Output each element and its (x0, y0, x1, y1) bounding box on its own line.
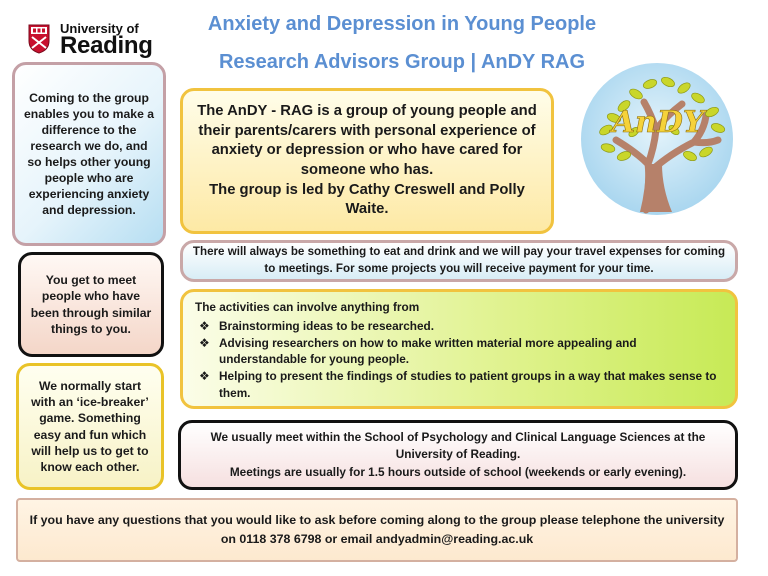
logo-line-1: University of (60, 21, 139, 36)
university-crest-icon (28, 24, 50, 54)
meeting-duration-text: Meetings are usually for 1.5 hours outside of school (weekends or early evening). (229, 464, 687, 479)
meeting-info-box (178, 420, 738, 490)
activities-box (180, 289, 738, 409)
contact-box (16, 498, 738, 562)
icebreaker-box (16, 363, 164, 490)
difference-box (12, 62, 166, 246)
andy-intro-text: The AnDY - RAG is a group of young people and their parents/carers with personal experience of anxiety or depression or who have cared for someone who has. (197, 103, 537, 178)
tree-icon (578, 60, 736, 218)
contact-text: If you have any questions that you would like to ask before coming along to the group please telephone the university on 0118 378 6798 or email andyadmin@reading.ac.uk (29, 512, 725, 546)
activities-intro: The activities can involve anything from (195, 300, 420, 314)
tree-logo-text: AnDY (611, 105, 705, 140)
list-item: ❖ Brainstorming ideas to be researched. (199, 318, 435, 333)
meet-people-text: You get to meet people who have been through similar things to you. (30, 273, 152, 336)
diamond-bullet-icon: ❖ (199, 318, 210, 333)
list-item: ❖ Helping to present the findings of studies to patient groups in a way that makes sense to them. (199, 369, 717, 400)
meeting-location-text: We usually meet within the School of Psychology and Clinical Language Sciences at the University of Reading. (210, 430, 706, 462)
diamond-bullet-icon: ❖ (199, 335, 210, 350)
activities-list (195, 318, 725, 401)
andy-led-text: The group is led by Cathy Creswell and Polly Waite. (209, 181, 525, 218)
expenses-text: There will always be something to eat and drink and we will pay your travel expenses for coming to meetings. For some projects you will receive payment for your time. (192, 245, 726, 275)
logo-line-2: Reading (60, 32, 153, 59)
page-subtitle: Research Advisors Group | AnDY RAG (218, 51, 586, 73)
meet-people-box (18, 252, 164, 357)
page-title: Anxiety and Depression in Young People (207, 13, 597, 35)
diamond-bullet-icon: ❖ (199, 369, 210, 384)
list-item: ❖ Advising researchers on how to make written material more appealing and understandable for young people. (199, 335, 637, 367)
difference-text: Coming to the group enables you to make a difference to the research we do, and so helps other young people who are experiencing anxiety and depression. (23, 90, 155, 218)
icebreaker-text: We normally start with an ‘ice-breaker’ game. Something easy and fun which will help us to get to know each other. (31, 379, 149, 474)
expenses-box (180, 240, 738, 282)
university-logo (28, 22, 158, 62)
andy-intro-box (180, 88, 554, 234)
